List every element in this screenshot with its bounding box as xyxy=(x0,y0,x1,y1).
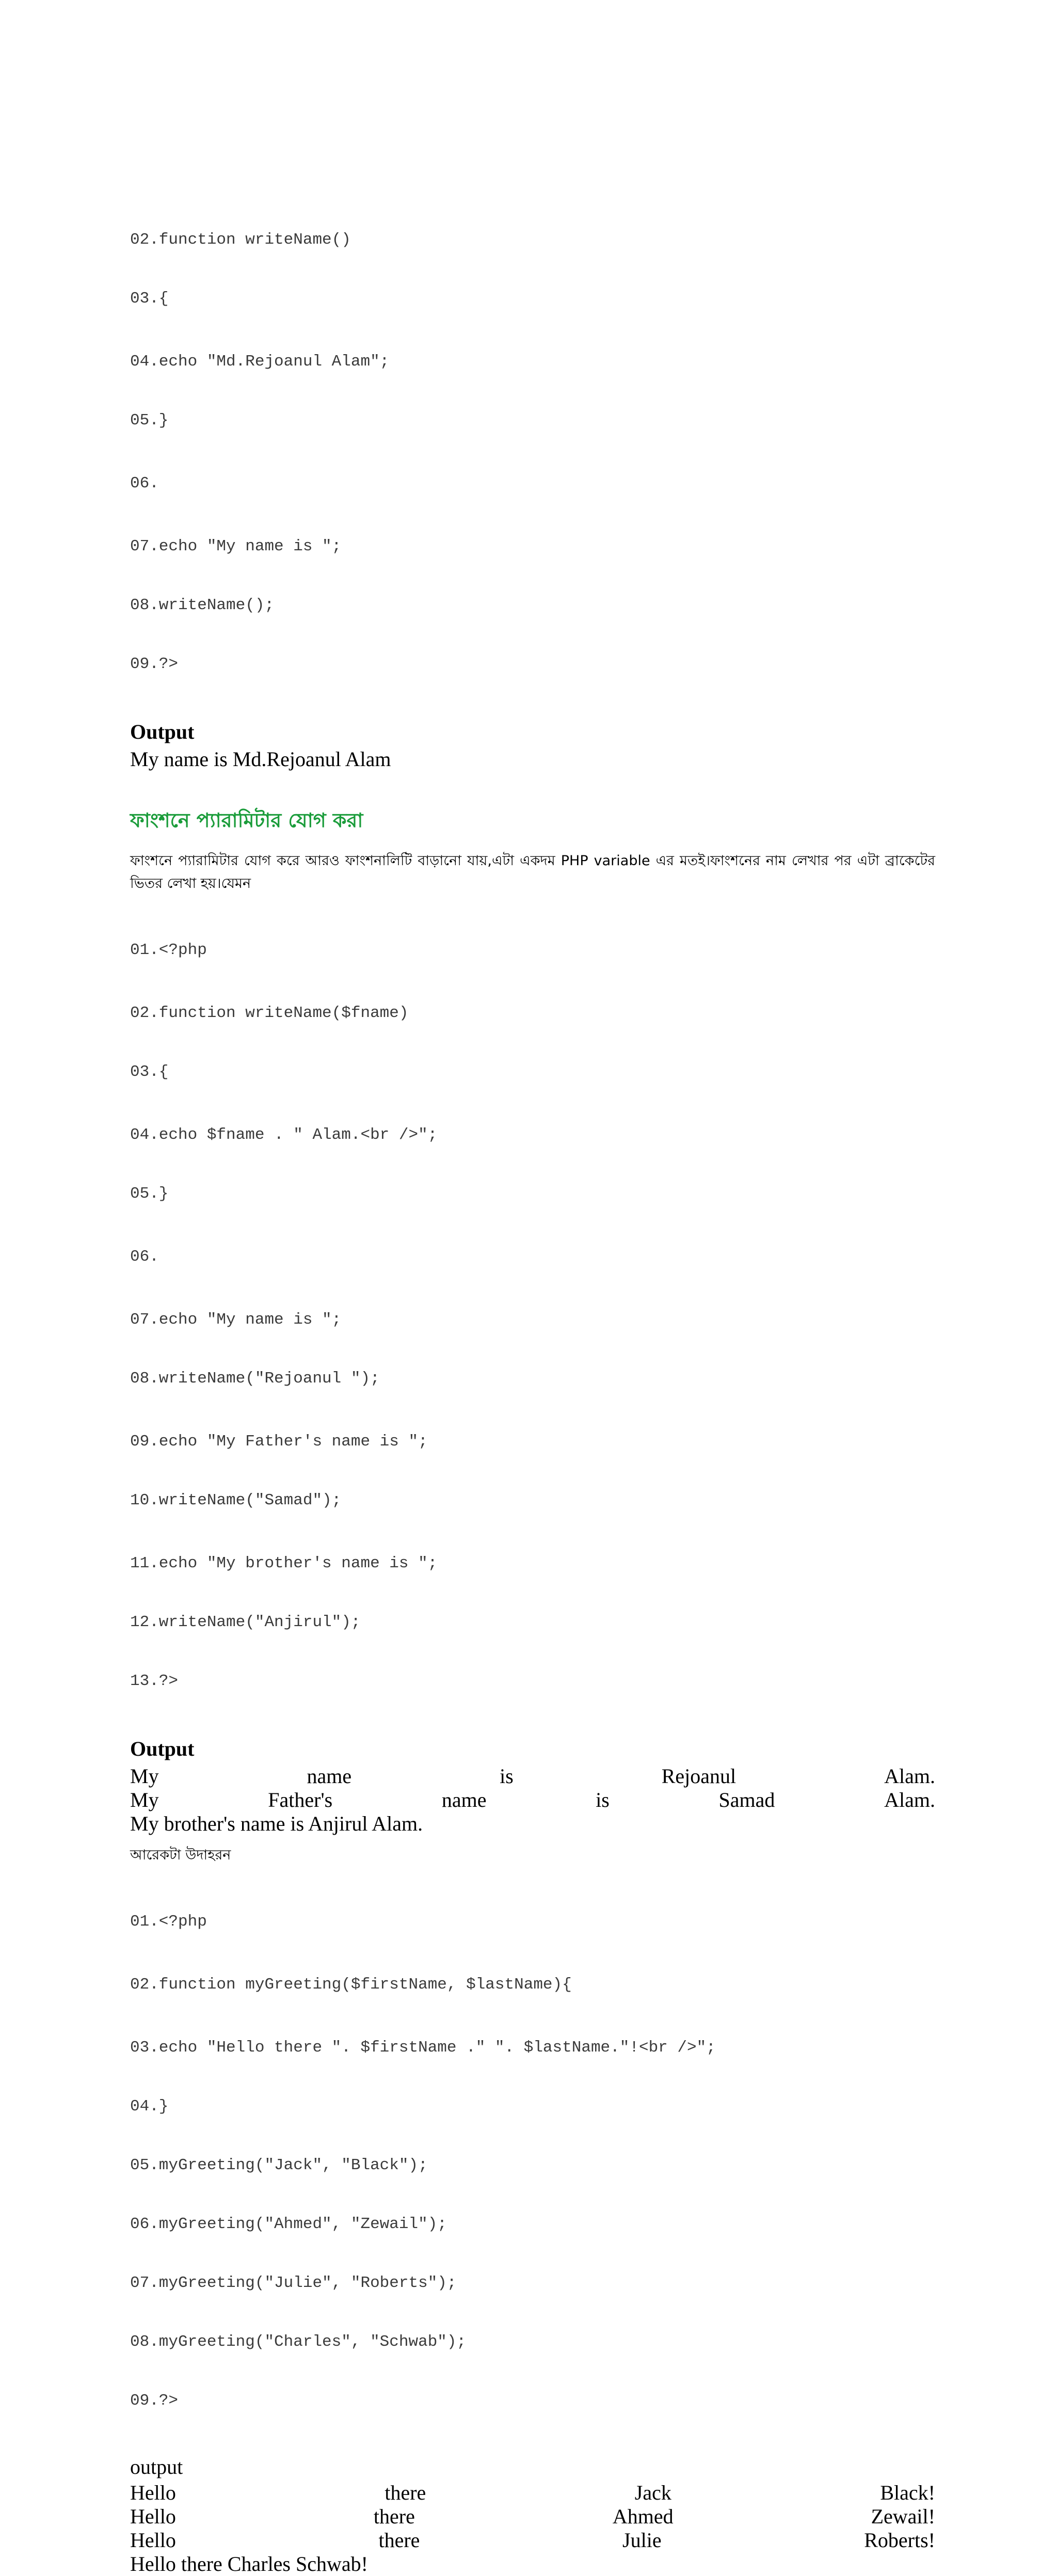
output-word: name xyxy=(441,1788,487,1811)
output-word: Black! xyxy=(880,2481,935,2504)
code-block-1 xyxy=(130,191,935,713)
output-word: there xyxy=(373,2505,415,2528)
code-line: 05.} xyxy=(130,411,169,430)
code-line: 05.myGreeting("Jack", "Black"); xyxy=(130,2156,428,2174)
code-line: 02.function writeName($fname) xyxy=(130,1004,409,1022)
output-heading-3: output xyxy=(130,2455,183,2478)
output-word: Hello xyxy=(130,2481,176,2504)
output-line xyxy=(130,2529,935,2552)
code-line: 06.myGreeting("Ahmed", "Zewail"); xyxy=(130,2215,447,2233)
code-line: 08.myGreeting("Charles", "Schwab"); xyxy=(130,2333,467,2351)
code-line: 02.function writeName() xyxy=(130,231,351,249)
code-line: 02.function myGreeting($firstName, $lastName){ xyxy=(130,1976,572,1994)
section-description: ফাংশনে প্যারামিটার যোগ করে আরও ফাংশনালিটি বাড়ানো যায়,এটা একদম PHP variable এর মতই।ফাংশনের নাম লেখার পর এটা ব্রাকেটের ভিতর লেখা হয়।যেমন xyxy=(130,853,935,892)
code-line: 03.{ xyxy=(130,1063,169,1081)
code-line: 05.} xyxy=(130,1185,169,1203)
code-line: 06. xyxy=(130,1248,159,1266)
output-word: Hello xyxy=(130,2529,176,2552)
code-line: 03.echo "Hello there ". $firstName ." ". $lastName."!<br />"; xyxy=(130,2039,716,2057)
output-word: Ahmed xyxy=(612,2505,674,2528)
output-word: Zewail! xyxy=(871,2505,935,2528)
output-word: is xyxy=(500,1764,514,1788)
code-block-2 xyxy=(130,901,935,1730)
code-line: 09.echo "My Father's name is "; xyxy=(130,1433,428,1451)
code-line: 01.<?php xyxy=(130,1913,207,1931)
output-heading-2: Output xyxy=(130,1737,195,1760)
output-word: My xyxy=(130,1764,159,1788)
output-line xyxy=(130,2481,935,2505)
code-line: 07.echo "My name is "; xyxy=(130,537,342,555)
output-heading-1: Output xyxy=(130,720,195,743)
code-block-3 xyxy=(130,1873,935,2450)
output-word: Rejoanul xyxy=(661,1764,736,1788)
output-word: My xyxy=(130,1788,159,1811)
output-word: Julie xyxy=(622,2529,662,2552)
output-word: Alam. xyxy=(884,1764,935,1788)
output-line xyxy=(130,2505,935,2529)
output-word: there xyxy=(378,2529,420,2552)
output-word: is xyxy=(596,1788,610,1811)
code-line: 07.myGreeting("Julie", "Roberts"); xyxy=(130,2274,457,2292)
another-example-label: আরেকটা উদাহরন xyxy=(130,1847,231,1863)
code-line: 06. xyxy=(130,474,159,492)
code-line: 11.echo "My brother's name is "; xyxy=(130,1554,438,1572)
code-line: 10.writeName("Samad"); xyxy=(130,1491,342,1509)
output-word: Alam. xyxy=(884,1788,935,1811)
code-line: 04.echo "Md.Rejoanul Alam"; xyxy=(130,353,390,371)
section-title-parameters: ফাংশনে প্যারামিটার যোগ করা xyxy=(130,809,363,832)
code-line: 04.echo $fname . " Alam.<br />"; xyxy=(130,1126,438,1144)
output-word: Hello xyxy=(130,2505,176,2528)
output-word: Roberts! xyxy=(864,2529,935,2552)
code-line: 12.writeName("Anjirul"); xyxy=(130,1613,361,1631)
output-line xyxy=(130,1788,935,1812)
code-line: 09.?> xyxy=(130,655,179,673)
code-line: 08.writeName(); xyxy=(130,596,275,614)
output-word: Father's xyxy=(268,1788,333,1811)
code-line: 08.writeName("Rejoanul "); xyxy=(130,1370,380,1388)
code-line: 03.{ xyxy=(130,290,169,308)
code-line: 01.<?php xyxy=(130,941,207,959)
output-word: Jack xyxy=(634,2481,671,2504)
output-text-1: My name is Md.Rejoanul Alam xyxy=(130,748,391,771)
code-line: 09.?> xyxy=(130,2392,179,2410)
output-word: there xyxy=(385,2481,426,2504)
code-line: 13.?> xyxy=(130,1672,179,1690)
output-line xyxy=(130,1764,935,1788)
output-line: Hello there Charles Schwab! xyxy=(130,2552,368,2575)
document-page xyxy=(130,191,935,2576)
output-word: Samad xyxy=(718,1788,775,1811)
output-word: name xyxy=(307,1764,352,1788)
code-line: 04.} xyxy=(130,2097,169,2116)
output-line: My brother's name is Anjirul Alam. xyxy=(130,1812,423,1835)
code-line: 07.echo "My name is "; xyxy=(130,1311,342,1329)
